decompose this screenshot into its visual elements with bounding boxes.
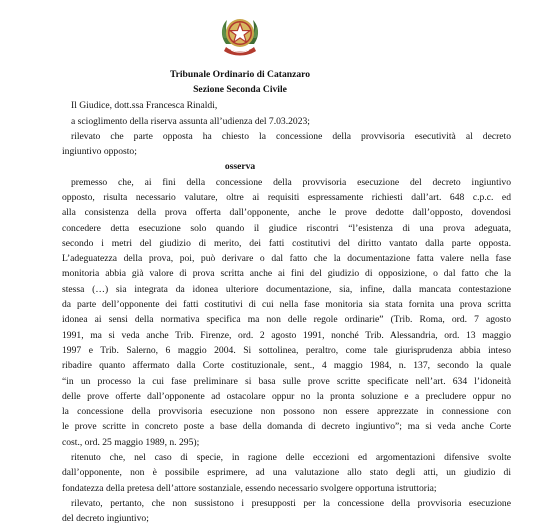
text-line: opposto, risulta necessario valutare, oltre ai requisiti espressamente richiesti dall’art. 648 c.p.c. ed: [62, 192, 511, 203]
reserve-line: a scioglimento della riserva assunta all’udienza del 7.03.2023;: [71, 116, 310, 127]
text-line: rilevato che parte opposta ha chiesto la concessione della provvisoria esecutività al decreto: [71, 131, 511, 142]
text-line: del decreto ingiuntivo;: [62, 513, 149, 524]
text-line: secondo i metri del giudizio di merito, dei fatti costitutivi del diritto vantato dalla parte opposta.: [62, 238, 511, 249]
text-line: ribadire quanto affermato dalla Corte costituzionale, sent., 4 maggio 1984, n. 137, secondo la quale: [62, 360, 511, 371]
text-line: delle prove offerte dall’opponente ad ostacolare oppur no la pronta soluzione e a precludere oppur no: [62, 391, 511, 402]
text-line: ingiuntivo opposto;: [62, 146, 137, 157]
text-line: “in un processo la cui fase preliminare si basa sulle prove scritte specificate nell’art. 634 l’idoneità: [62, 376, 511, 387]
text-line: stessa (…) sia integrata da idonea ulteriore documentazione, sia, infine, dalla mancata contestazione: [62, 284, 511, 295]
text-line: premesso che, ai fini della concessione della provvisoria esecuzione del decreto ingiuntivo: [71, 177, 511, 188]
judge-line: Il Giudice, dott.ssa Francesca Rinaldi,: [71, 100, 218, 111]
text-line: 1997 e Trib. Salerno, 6 maggio 2004. Si sottolinea, peraltro, come tale giurisprudenza abbia inteso: [62, 345, 511, 356]
text-line: monitoria abbia già valore di prova scritta anche ai fini del giudizio di opposizione, o dal fatto che la: [62, 268, 511, 279]
text-line: da parte dell’opponente dei fatti costitutivi di cui nella fase monitoria sia stata fornita una prova scritta: [62, 299, 511, 310]
italian-republic-emblem-icon: [218, 14, 262, 60]
text-line: 1991, ma si veda anche Trib. Firenze, ord. 2 agosto 1991, nonché Trib. Alessandria, ord. 13 maggio: [62, 330, 511, 341]
text-line: ritenuto che, nel caso di specie, in ragione delle eccezioni ed argomentazioni difensive svolte: [71, 452, 511, 463]
court-section: Sezione Seconda Civile: [193, 84, 287, 95]
text-line: dall’opponente, non è possibile esprimere, ad una valutazione allo stato degli atti, un giudizio di: [62, 467, 511, 478]
text-line: concedere detta esecuzione solo quando il giudice riscontri “l’esistenza di una prova adeguata,: [62, 223, 511, 234]
text-line: le prove scritte in concreto poste a base della domanda di decreto ingiuntivo”; ma si veda anche Corte: [62, 421, 511, 432]
section-heading-osserva: osserva: [224, 161, 256, 172]
text-line: la concessione della provvisoria esecuzione non possono non essere apprezzate in connessione con: [62, 406, 511, 417]
court-name: Tribunale Ordinario di Catanzaro: [169, 69, 311, 80]
text-line: rilevato, pertanto, che non sussistono i presupposti per la concessione della provvisoria esecuzione: [71, 498, 511, 509]
text-line: cost., ord. 25 maggio 1989, n. 295);: [62, 437, 200, 448]
text-line: L’adeguatezza della prova, poi, può derivare o dal fatto che la documentazione fatta valere nella fase: [62, 253, 511, 264]
text-line: alla consistenza della prova offerta dall’opponente, anche le prove dedotte dall’opposto, dovendosi: [62, 207, 511, 218]
text-line: idonea ai sensi della normativa specifica ma non delle regole ordinarie” (Trib. Roma, ord. 7 agosto: [62, 314, 511, 325]
text-line: fondatezza della pretesa dell’attore sostanziale, essendo necessario svolgere opportuna istruttoria;: [62, 483, 437, 494]
